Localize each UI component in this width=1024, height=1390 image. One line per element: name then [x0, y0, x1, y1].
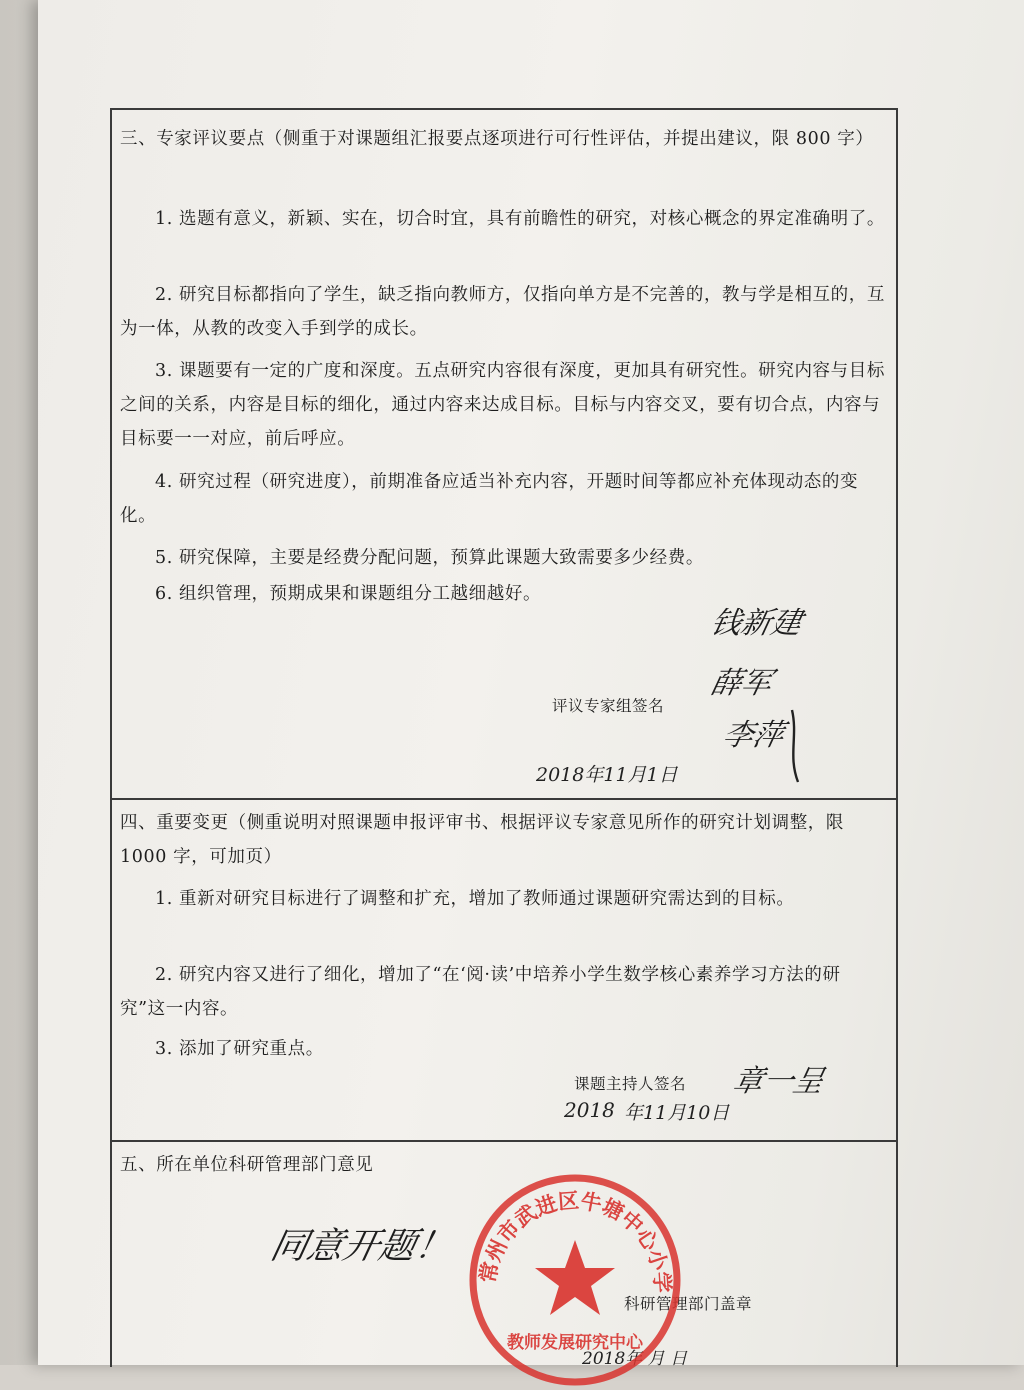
expert-signature-2: 薛军	[707, 666, 775, 701]
review-item-6: 6. 组织管理，预期成果和课题组分工越细越好。	[155, 584, 542, 604]
official-seal	[465, 1170, 688, 1390]
host-date-year: 2018	[564, 1098, 615, 1122]
expert-review-heading: 三、专家评议要点（侧重于对课题组汇报要点逐项进行可行性评估，并提出建议，限 800 字）	[120, 129, 874, 149]
change-item-1: 1. 重新对研究目标进行了调整和扩充，增加了教师通过课题研究需达到的目标。	[155, 889, 795, 909]
expert-signature-1: 钱新建	[707, 606, 805, 641]
seal-text-bottom: 教师发展研究中心	[507, 1333, 643, 1353]
management-opinion-heading: 五、所在单位科研管理部门意见	[120, 1155, 374, 1175]
review-item-4: 4. 研究过程（研究进度），前期准备应适当补充内容，开题时间等都应补充体现动态的变化。	[120, 472, 859, 526]
expert-review-section	[112, 110, 896, 800]
signature-flourish	[784, 706, 808, 786]
expert-review-date: 2018年11月1日	[536, 764, 678, 786]
change-item-2: 2. 研究内容又进行了细化，增加了“在‘阅·读’中培养小学生数学核心素养学习方法的研究”这一内容。	[120, 965, 841, 1019]
expert-sign-label: 评议专家组签名	[552, 697, 665, 715]
review-item-2: 2. 研究目标都指向了学生，缺乏指向教师方，仅指向单方是不完善的，教与学是相互的，互为一体，从教的改变入手到学的成长。	[120, 285, 885, 339]
host-date-rest: 年11月10日	[624, 1102, 730, 1124]
change-item-3: 3. 添加了研究重点。	[155, 1039, 324, 1059]
major-changes-section	[112, 798, 896, 1142]
seal-star-icon	[535, 1240, 615, 1315]
expert-signature-3: 李萍	[719, 718, 787, 753]
seal-text-top: 常州市武进区牛塘中心小学	[475, 1188, 675, 1294]
management-date: 2018年 月 日	[582, 1349, 688, 1369]
review-item-1: 1. 选题有意义，新颖、实在，切合时宜，具有前瞻性的研究，对核心概念的界定准确明了。	[155, 209, 885, 229]
management-opinion-text: 同意开题！	[267, 1226, 456, 1267]
review-item-5: 5. 研究保障，主要是经费分配问题，预算此课题大致需要多少经费。	[155, 548, 704, 568]
review-item-3: 3. 课题要有一定的广度和深度。五点研究内容很有深度，更加具有研究性。研究内容与目标之间的关系，内容是目标的细化，通过内容来达成目标。目标与内容交叉，要有切合点，内容与目标要一一对应，前后呼应。	[120, 361, 885, 449]
stamp-label: 科研管理部门盖章	[624, 1295, 753, 1313]
host-signature: 章一呈	[729, 1064, 827, 1099]
host-sign-label: 课题主持人签名	[574, 1075, 687, 1093]
major-changes-heading: 四、重要变更（侧重说明对照课题申报评审书、根据评议专家意见所作的研究计划调整，限 1000 字，可加页）	[120, 813, 844, 867]
